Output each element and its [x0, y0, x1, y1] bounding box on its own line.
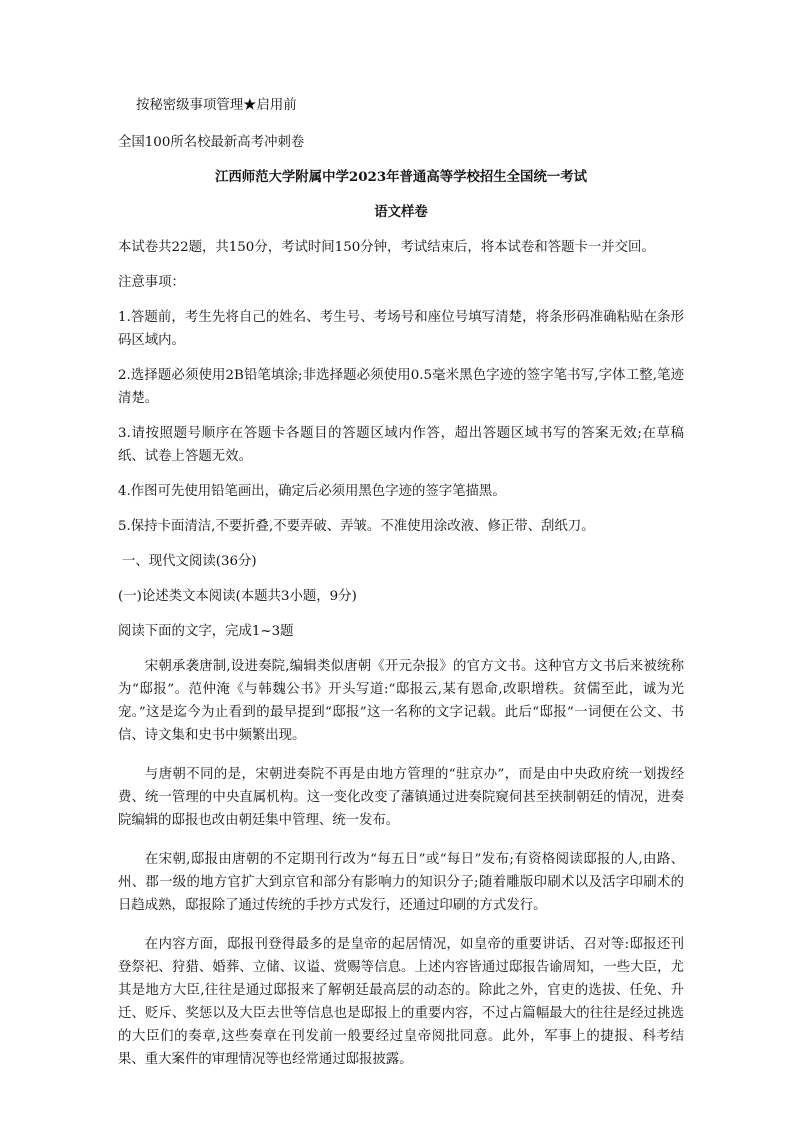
note-item: 1.答题前，考生先将自己的姓名、考生号、考场号和座位号填写清楚，将条形码准确粘贴在条形码区域内。	[118, 310, 684, 348]
section-title: 一、现代文阅读(36分)	[122, 554, 257, 569]
secret-notice: 按秘密级事项管理★启用前	[136, 98, 297, 113]
passage-paragraph: 在内容方面，邸报刊登得最多的是皇帝的起居情况，如皇帝的重要讲话、召对等:邸报还刊登祭祀、狩猎、婚葬、立储、议谥、赏赐等信息。上述内容皆通过邸报告谕周知，一些大臣，尤其是地方大臣,往往是通过邸报来了解朝廷最高层的动态的。除此之外，官吏的选拔、任免、升迁、贬斥、奖惩以及大臣去世等信息也是邸报上的重要内容，不过占篇幅最大的往往是经过挑选的大臣们的奏章,这些奏章在刊发前一般要经过皇帝阅批同意。此外，军事上的捷报、科考结果、重大案件的审理情况等也经常通过邸报披露。	[118, 937, 684, 1067]
reading-instruction: 阅读下面的文字，完成1~3题	[118, 624, 294, 639]
passage-paragraph: 宋朝承袭唐制,设进奏院,编辑类似唐朝《开元杂报》的官方文书。这种官方文书后来被统称为“邸报”。范仲淹《与韩魏公书》开头写道:“邸报云,某有恩命,改职增秩。贫儒至此，诚为光宠。”这是迄今为止看到的最早提到“邸报”这一名称的文字记载。此后“邸报”一词便在公文、书信、诗文集和史书中频繁出现。	[118, 659, 684, 743]
notes-heading: 注意事项：	[118, 275, 185, 290]
note-item: 4.作图可先使用铅笔画出，确定后必须用黑色字迹的签字笔描黑。	[118, 484, 506, 499]
note-item: 2.选择题必须使用2B铅笔填涂;非选择题必须使用0.5毫米黑色字迹的签字笔书写,字体工整,笔迹清楚。	[118, 368, 684, 406]
passage-paragraph: 与唐朝不同的是，宋朝进奏院不再是由地方管理的“驻京办”，而是由中央政府统一划拨经费、统一管理的中央直属机构。这一变化改变了藩镇通过进奏院窥伺甚至挟制朝廷的情况，进奏院编辑的邸报也改由朝廷集中管理、统一发布。	[118, 767, 684, 828]
series-title: 全国100所名校最新高考冲刺卷	[118, 135, 305, 150]
subject-title: 语文样卷	[374, 204, 428, 220]
note-item: 5.保持卡面清洁,不要折叠,不要弄破、弄皱。不准使用涂改液、修正带、刮纸刀。	[118, 519, 595, 534]
note-item: 3.请按照题号顺序在答题卡各题目的答题区域内作答，超出答题区域书写的答案无效;在草稿纸、试卷上答题无效。	[118, 426, 684, 464]
exam-summary: 本试卷共22题，共150分，考试时间150分钟，考试结束后，将本试卷和答题卡一并交回。	[118, 240, 655, 255]
exam-page	[118, 94, 684, 1071]
section-subtitle: (一)论述类文本阅读(本题共3小题，9分)	[118, 589, 357, 604]
passage-paragraph: 在宋朝,邸报由唐朝的不定期刊行改为“每五日”或“每日”发布;有资格阅读邸报的人,由路、州、郡一级的地方官扩大到京官和部分有影响力的知识分子;随着雕版印刷术以及活字印刷术的日趋成熟，邸报除了通过传统的手抄方式发行，还通过印刷的方式发行。	[118, 852, 684, 913]
exam-title: 江西师范大学附属中学2023年普通高等学校招生全国统一考试	[214, 169, 588, 185]
